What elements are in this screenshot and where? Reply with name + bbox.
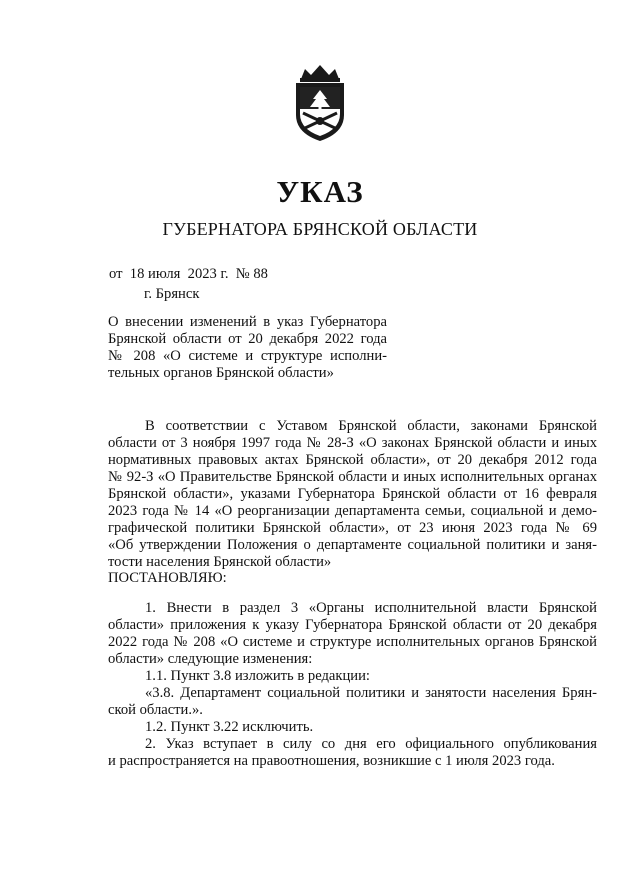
- preamble-line: «Об утверждении Положения о департаменте социальной политики и заня-: [108, 537, 597, 553]
- item-line: 1. Внести в раздел 3 «Органы исполнительной власти Брянской: [145, 600, 597, 616]
- item-line: ской области.».: [108, 702, 203, 718]
- preamble-line: тости населения Брянской области»: [108, 554, 332, 570]
- item-line: 1.1. Пункт 3.8 изложить в редакции:: [145, 668, 370, 684]
- item-line: 2022 года № 208 «О системе и структуре исполнительных органов Брянской: [108, 634, 597, 650]
- item-line: области» следующие изменения:: [108, 651, 313, 667]
- subject-line: тельных органов Брянской области»: [108, 365, 334, 381]
- preamble-line: области от 3 ноября 1997 года № 28-З «О законах Брянской области и иных: [108, 435, 597, 451]
- preamble-line: В соответствии с Уставом Брянской области, законами Брянской: [145, 418, 597, 434]
- preamble-line: Брянской области», указами Губернатора Брянской области от 16 февраля: [108, 486, 597, 502]
- item-line: области» приложения к указу Губернатора Брянской области от 20 декабря: [108, 617, 597, 633]
- decree-date-number: от 18 июля 2023 г. № 88: [109, 266, 268, 282]
- item-line: 1.2. Пункт 3.22 исключить.: [145, 719, 314, 735]
- decree-city: г. Брянск: [144, 286, 200, 302]
- subject-line: Брянской области от 20 декабря 2022 года: [108, 331, 387, 347]
- subject-line: № 208 «О системе и структуре исполни-: [108, 348, 387, 364]
- decree-word: ПОСТАНОВЛЯЮ:: [108, 570, 227, 586]
- subject-line: О внесении изменений в указ Губернатора: [108, 314, 387, 330]
- item-line: 2. Указ вступает в силу со дня его официального опубликования: [145, 736, 597, 752]
- preamble-line: графической политики Брянской области», от 23 июня 2023 года № 69: [108, 520, 597, 536]
- coat-of-arms-icon: [291, 63, 349, 143]
- document-title: УКАЗ: [276, 174, 364, 209]
- document-subtitle: ГУБЕРНАТОРА БРЯНСКОЙ ОБЛАСТИ: [162, 219, 478, 239]
- item-line: и распространяется на правоотношения, возникшие с 1 июля 2023 года.: [108, 753, 555, 769]
- preamble-line: 2023 года № 14 «О реорганизации департамента семьи, социальной и демо-: [108, 503, 597, 519]
- preamble-line: нормативных правовых актах Брянской области», от 20 декабря 2012 года: [108, 452, 597, 468]
- item-line: «3.8. Департамент социальной политики и занятости населения Брян-: [145, 685, 597, 701]
- preamble-line: № 92-З «О Правительстве Брянской области и иных исполнительных органах: [108, 469, 597, 485]
